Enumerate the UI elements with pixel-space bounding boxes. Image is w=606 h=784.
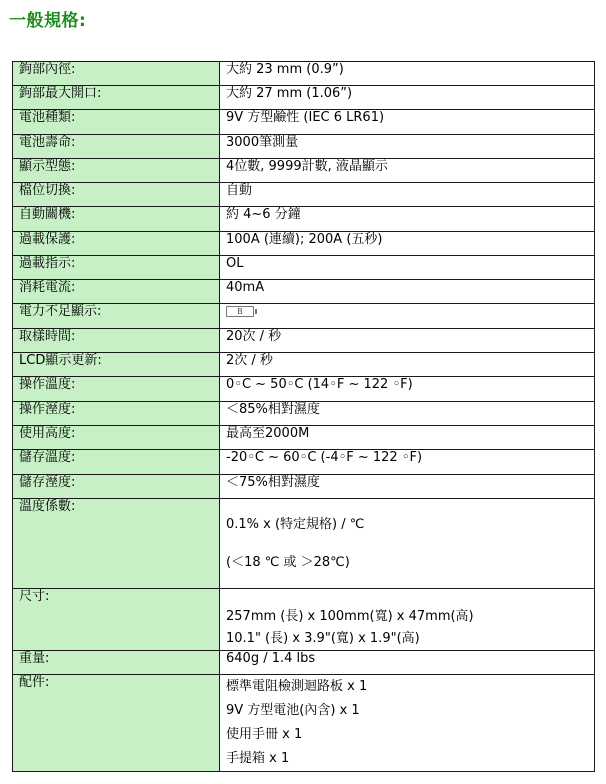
spec-row (13, 450, 595, 475)
spec-label: 自動關機: (13, 207, 220, 232)
spec-row (13, 135, 595, 159)
spec-value: OL (220, 256, 595, 280)
spec-row (13, 62, 595, 86)
spec-value: -20◦C ~ 60◦C (-4◦F ~ 122 ◦F) (220, 450, 595, 475)
spec-row (13, 377, 595, 402)
spec-value: 100A (連續); 200A (五秒) (220, 232, 595, 256)
spec-row (13, 183, 595, 207)
spec-value: ＜75%相對濕度 (220, 475, 595, 499)
spec-label: 鉤部最大開口: (13, 86, 220, 110)
spec-value (220, 499, 595, 589)
spec-value-line: 257mm (長) x 100mm(寬) x 47mm(高) (226, 609, 474, 624)
page-title: 一般規格: (9, 11, 87, 31)
spec-value: 9V 方型鹼性 (IEC 6 LR61) (220, 110, 595, 135)
spec-value: 20次 / 秒 (220, 329, 595, 353)
spec-table (12, 61, 595, 772)
battery-low-icon: B (226, 306, 254, 317)
spec-label: LCD顯示更新: (13, 353, 220, 377)
spec-row (13, 475, 595, 499)
spec-row (13, 675, 595, 772)
spec-value: 2次 / 秒 (220, 353, 595, 377)
spec-value-line: 9V 方型電池(內含) x 1 (226, 703, 360, 718)
spec-label: 電池種類: (13, 110, 220, 135)
spec-label: 操作溼度: (13, 402, 220, 426)
spec-label: 電池壽命: (13, 135, 220, 159)
spec-row (13, 207, 595, 232)
spec-label: 取樣時間: (13, 329, 220, 353)
spec-label: 操作溫度: (13, 377, 220, 402)
spec-value (220, 675, 595, 772)
spec-value-line: 手提箱 x 1 (226, 751, 290, 766)
spec-label: 顯示型態: (13, 159, 220, 183)
spec-row (13, 256, 595, 280)
spec-label: 過載保護: (13, 232, 220, 256)
spec-label: 鉤部內徑: (13, 62, 220, 86)
spec-row (13, 426, 595, 450)
spec-label: 消耗電流: (13, 280, 220, 304)
spec-label: 使用高度: (13, 426, 220, 450)
spec-value-line: 使用手冊 x 1 (226, 727, 303, 742)
spec-row (13, 304, 595, 329)
spec-row (13, 232, 595, 256)
spec-value-line: 0.1% x (特定規格) / ℃ (226, 516, 365, 532)
spec-value: 640g / 1.4 lbs (220, 651, 595, 675)
spec-label: 電力不足顯示: (13, 304, 220, 329)
spec-value: 40mA (220, 280, 595, 304)
spec-label: 儲存溫度: (13, 450, 220, 475)
spec-row (13, 86, 595, 110)
spec-row (13, 280, 595, 304)
spec-row (13, 159, 595, 183)
spec-label: 儲存溼度: (13, 475, 220, 499)
spec-row (13, 589, 595, 651)
spec-value-line: (＜18 ℃ 或 ＞28℃) (226, 554, 350, 570)
spec-value (220, 589, 595, 651)
spec-value: 約 4~6 分鐘 (220, 207, 595, 232)
spec-value: 4位數, 9999計數, 液晶顯示 (220, 159, 595, 183)
spec-value (220, 304, 595, 329)
spec-value: 最高至2000M (220, 426, 595, 450)
spec-value: 0◦C ~ 50◦C (14◦F ~ 122 ◦F) (220, 377, 595, 402)
spec-value: 自動 (220, 183, 595, 207)
spec-row (13, 329, 595, 353)
spec-table-body (13, 62, 595, 772)
spec-row (13, 499, 595, 589)
spec-value: 大約 23 mm (0.9”) (220, 62, 595, 86)
spec-row (13, 110, 595, 135)
spec-value-line: 標準電阻檢測迴路板 x 1 (226, 679, 368, 694)
spec-label: 配件: (13, 675, 220, 772)
spec-label: 過載指示: (13, 256, 220, 280)
spec-label: 溫度係數: (13, 499, 220, 589)
spec-row (13, 353, 595, 377)
spec-label: 尺寸: (13, 589, 220, 651)
spec-value: ＜85%相對濕度 (220, 402, 595, 426)
spec-value: 3000筆測量 (220, 135, 595, 159)
spec-label: 重量: (13, 651, 220, 675)
spec-value-line: 10.1" (長) x 3.9"(寬) x 1.9"(高) (226, 631, 420, 646)
spec-row (13, 402, 595, 426)
spec-label: 檔位切換: (13, 183, 220, 207)
spec-row (13, 651, 595, 675)
spec-value: 大約 27 mm (1.06”) (220, 86, 595, 110)
